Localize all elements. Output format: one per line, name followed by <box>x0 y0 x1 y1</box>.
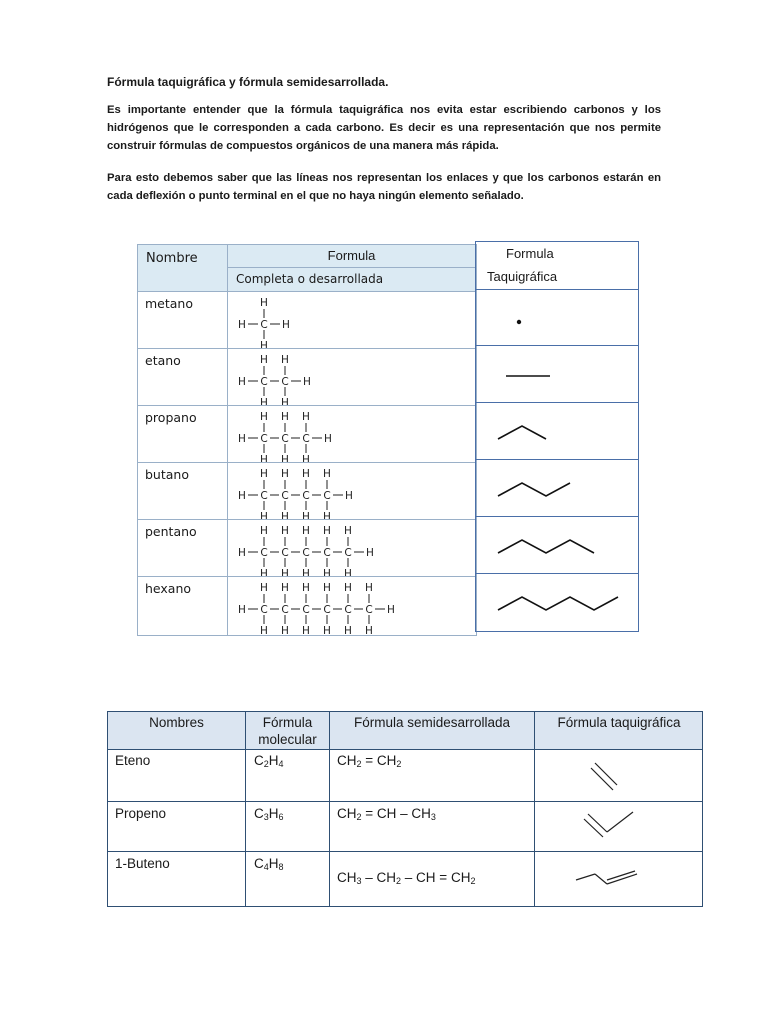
structural-formula <box>234 520 379 577</box>
skeletal-cell <box>476 460 638 517</box>
atom-label: H <box>281 525 289 537</box>
semi-developed-formula: $CH_2$ = CH – $CH_3$ <box>337 806 436 822</box>
atom-label: H <box>281 568 289 577</box>
molecular-formula: $C_4H_8$ <box>254 856 284 872</box>
header-taqui-line1: Formula <box>506 246 554 261</box>
atom-label: H <box>238 433 246 445</box>
atom-label: H <box>324 433 332 445</box>
skeletal-dot <box>517 320 521 324</box>
atom-label: H <box>302 468 310 480</box>
structural-formula <box>234 292 295 349</box>
compound-name: Propeno <box>115 806 167 821</box>
bond <box>595 763 617 785</box>
atom-label: H <box>323 511 331 520</box>
atom-label: H <box>302 525 310 537</box>
atom-label: C <box>281 490 289 502</box>
header-nombre: Nombre <box>146 251 198 266</box>
atom-label: H <box>281 411 289 423</box>
atom-label: H <box>281 397 289 406</box>
atom-label: H <box>344 582 352 594</box>
skeletal-header <box>476 242 638 290</box>
skeletal-chain <box>498 483 570 496</box>
compound-name: metano <box>145 296 193 311</box>
atom-label: C <box>260 433 268 445</box>
atom-label: C <box>302 604 310 616</box>
molecular-formula: $C_2H_4$ <box>254 753 284 769</box>
atom-label: H <box>387 604 395 616</box>
atom-label: H <box>281 582 289 594</box>
atom-label: H <box>365 582 373 594</box>
header-taquigrafica: Fórmula taquigráfica <box>557 715 681 730</box>
table-row <box>138 519 476 577</box>
atom-label: C <box>302 433 310 445</box>
atom-label: H <box>260 625 268 634</box>
alkene-formula-table <box>107 711 703 907</box>
atom-label: C <box>260 319 268 331</box>
compound-name: propano <box>145 410 197 425</box>
skeletal-chain <box>498 540 594 553</box>
skeletal-formula <box>535 749 703 802</box>
alkane-formula-table <box>137 244 477 636</box>
atom-label: H <box>260 511 268 520</box>
molecular-formula: $C_3H_6$ <box>254 806 284 822</box>
atom-label: H <box>323 468 331 480</box>
atom-label: C <box>323 604 331 616</box>
compound-name: hexano <box>145 581 192 596</box>
atom-label: H <box>303 376 311 388</box>
atom-label: H <box>260 525 268 537</box>
structural-formula <box>234 577 400 634</box>
table-row <box>138 348 476 406</box>
compound-name: etano <box>145 353 181 368</box>
table-row <box>108 852 702 907</box>
atom-label: H <box>344 525 352 537</box>
paragraph-explanation: Para esto debemos saber que las líneas nos representan los enlaces y que los carbonos estarán en cada deflexión o punto terminal en el que no haya ningún elemento señalado. <box>107 172 661 202</box>
structural-formula <box>234 463 358 520</box>
skeletal-cell <box>476 574 638 631</box>
skeletal-cell <box>476 517 638 574</box>
skeletal-chain <box>498 426 546 439</box>
atom-label: H <box>238 376 246 388</box>
bond <box>576 874 595 880</box>
atom-label: C <box>344 547 352 559</box>
atom-label: H <box>345 490 353 502</box>
atom-label: C <box>323 547 331 559</box>
skeletal-formula <box>476 517 637 574</box>
paragraph-intro: Es importante entender que la fórmula taquigráfica nos evita estar escribiendo carbonos y los hidrógenos que le corresponden a cada carbono. Es decir es una representación que nos permite construir fórmulas de compuestos orgánicos de una manera más rápida. <box>107 104 661 152</box>
atom-label: C <box>260 547 268 559</box>
atom-label: H <box>260 411 268 423</box>
table-row <box>138 462 476 520</box>
skeletal-formula <box>476 289 637 346</box>
atom-label: H <box>302 625 310 634</box>
bond <box>595 874 607 884</box>
atom-label: H <box>238 490 246 502</box>
atom-label: H <box>260 468 268 480</box>
atom-label: H <box>344 568 352 577</box>
skeletal-formula <box>535 802 703 852</box>
atom-label: H <box>302 411 310 423</box>
atom-label: H <box>302 568 310 577</box>
atom-label: H <box>366 547 374 559</box>
atom-label: H <box>323 625 331 634</box>
atom-label: H <box>302 454 310 463</box>
semi-developed-formula: $CH_2 = CH_2$ <box>337 753 402 769</box>
skeletal-chain <box>498 597 618 610</box>
atom-label: C <box>281 433 289 445</box>
structural-formula <box>234 349 316 406</box>
header-molecular: Fórmula molecular <box>258 715 317 747</box>
atom-label: H <box>323 525 331 537</box>
table-row <box>108 749 702 802</box>
header-semidesarrollada: Fórmula semidesarrollada <box>353 715 511 730</box>
atom-label: H <box>323 582 331 594</box>
table-row <box>138 291 476 349</box>
atom-label: C <box>281 376 289 388</box>
skeletal-cell <box>476 403 638 460</box>
atom-label: H <box>260 397 268 406</box>
header-nombres: Nombres <box>149 715 204 730</box>
atom-label: C <box>365 604 373 616</box>
atom-label: H <box>281 354 289 366</box>
compound-name: 1-Buteno <box>115 856 170 871</box>
atom-label: H <box>282 319 290 331</box>
header-taqui-line2: Taquigráfica <box>487 269 558 284</box>
atom-label: C <box>302 547 310 559</box>
atom-label: H <box>238 604 246 616</box>
atom-label: C <box>260 490 268 502</box>
skeletal-cell <box>476 346 638 403</box>
skeletal-formula-column <box>475 241 639 632</box>
atom-label: C <box>323 490 331 502</box>
atom-label: H <box>302 511 310 520</box>
atom-label: H <box>260 582 268 594</box>
atom-label: H <box>281 454 289 463</box>
semi-developed-formula: $CH_3 - CH_2$ – CH = $CH_2$ <box>337 870 476 886</box>
atom-label: H <box>260 454 268 463</box>
atom-label: C <box>281 547 289 559</box>
atom-label: H <box>281 511 289 520</box>
atom-label: H <box>323 568 331 577</box>
atom-label: H <box>260 568 268 577</box>
bond <box>588 814 607 832</box>
table-header <box>138 245 476 292</box>
atom-label: C <box>344 604 352 616</box>
atom-label: H <box>260 340 268 349</box>
skeletal-formula <box>476 403 637 460</box>
atom-label: H <box>344 625 352 634</box>
table-row <box>138 405 476 463</box>
skeletal-formula <box>535 852 703 907</box>
atom-label: H <box>260 297 268 309</box>
document-title: Fórmula taquigráfica y fórmula semidesarrollada. <box>107 75 389 89</box>
atom-label: C <box>260 604 268 616</box>
structural-formula <box>234 406 337 463</box>
header-completa: Completa o desarrollada <box>236 272 384 286</box>
atom-label: H <box>302 582 310 594</box>
table-row <box>108 802 702 852</box>
atom-label: C <box>302 490 310 502</box>
atom-label: H <box>365 625 373 634</box>
atom-label: H <box>260 354 268 366</box>
bond <box>584 819 603 837</box>
compound-name: Eteno <box>115 753 151 768</box>
atom-label: H <box>281 625 289 634</box>
header-formula: Formula <box>327 248 376 263</box>
atom-label: C <box>260 376 268 388</box>
atom-label: H <box>238 547 246 559</box>
skeletal-formula <box>476 574 637 631</box>
bond <box>607 812 633 832</box>
skeletal-formula <box>476 346 637 403</box>
table-header <box>108 712 702 750</box>
atom-label: H <box>238 319 246 331</box>
atom-label: H <box>281 468 289 480</box>
atom-label: C <box>281 604 289 616</box>
compound-name: butano <box>145 467 189 482</box>
compound-name: pentano <box>145 524 197 539</box>
skeletal-formula <box>476 460 637 517</box>
table-row <box>138 576 476 634</box>
skeletal-cell <box>476 289 638 346</box>
bond <box>591 768 613 790</box>
